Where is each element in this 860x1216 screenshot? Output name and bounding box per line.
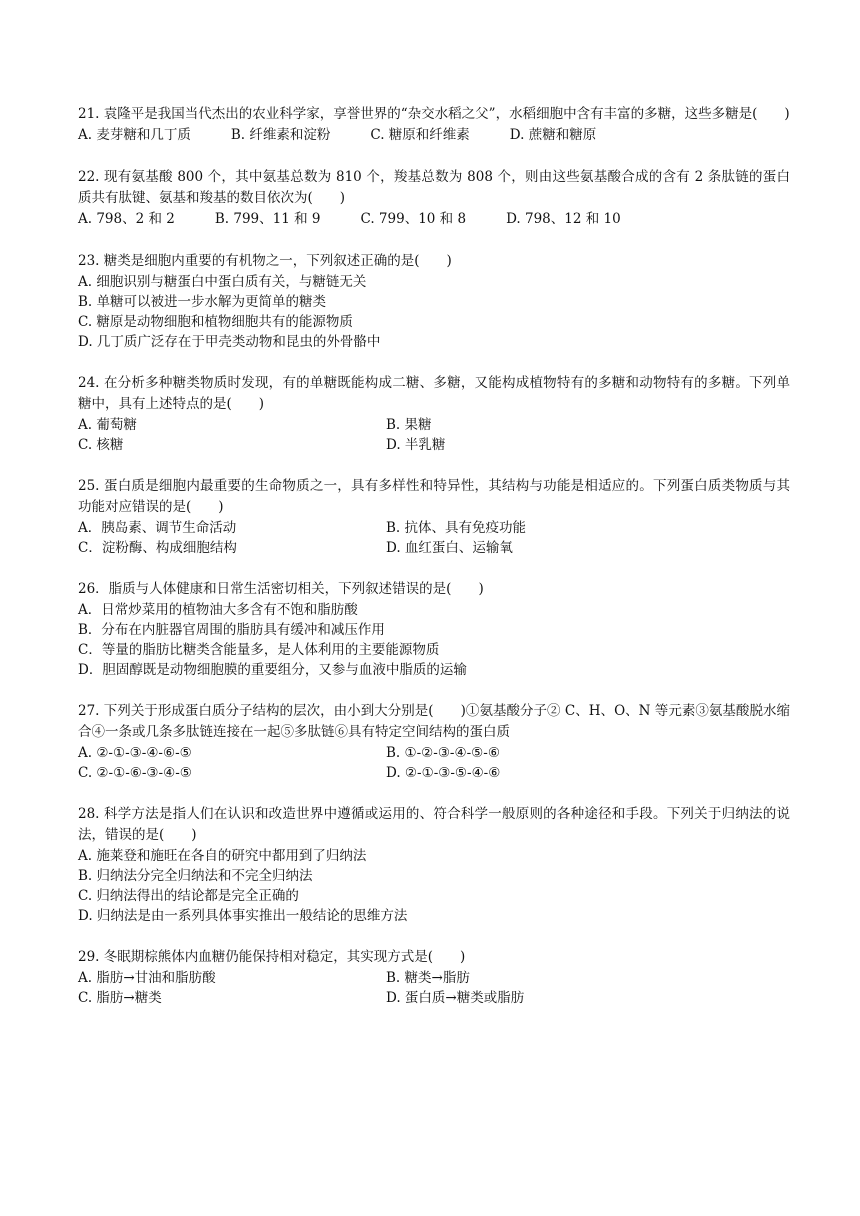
question-stem: 25. 蛋白质是细胞内最重要的生命物质之一，具有多样性和特异性，其结构与功能是相适应的。下列蛋白质类物质与其功能对应错误的是( ) (78, 478, 790, 515)
option-d[interactable]: D. ②-①-③-⑤-④-⑥ (386, 765, 501, 781)
option-c[interactable]: C. 糖原是动物细胞和植物细胞共有的能源物质 (78, 314, 353, 330)
option-c[interactable]: C. 799、10 和 8 (360, 211, 467, 227)
option-c[interactable]: C. 脂肪→糖类 (78, 990, 162, 1006)
option-b[interactable]: B. 糖类→脂肪 (386, 970, 470, 986)
option-d[interactable]: D. 798、12 和 10 (506, 211, 621, 227)
options-grid (78, 968, 790, 1008)
option-d[interactable]: D. 几丁质广泛存在于甲壳类动物和昆虫的外骨骼中 (78, 334, 381, 350)
option-b[interactable]: B. 归纳法分完全归纳法和不完全归纳法 (78, 868, 313, 884)
question-27 (78, 701, 790, 783)
option-a[interactable]: A．日常炒菜用的植物油大多含有不饱和脂肪酸 (78, 602, 358, 618)
option-b[interactable]: B. 抗体、具有免疫功能 (386, 520, 527, 536)
question-29 (78, 947, 790, 1008)
option-b[interactable]: B. 果糖 (386, 417, 432, 433)
question-stem: 22. 现有氨基酸 800 个，其中氨基总数为 810 个，羧基总数为 808 个，则由这些氨基酸合成的含有 2 条肽链的蛋白质共有肽键、氨基和羧基的数目依次为( ) (78, 169, 790, 206)
question-list (78, 104, 790, 1029)
option-c[interactable]: C. 核糖 (78, 437, 124, 453)
option-c[interactable]: C．淀粉酶、构成细胞结构 (78, 540, 237, 556)
option-d[interactable]: D. 归纳法是由一系列具体事实推出一般结论的思维方法 (78, 908, 408, 924)
question-stem: 21. 袁隆平是我国当代杰出的农业科学家，享誉世界的“杂交水稻之父”，水稻细胞中含有丰富的多糖，这些多糖是( ) (78, 106, 790, 122)
question-28 (78, 804, 790, 926)
question-stem: 27. 下列关于形成蛋白质分子结构的层次，由小到大分别是( )①氨基酸分子② C、H、O、N 等元素③氨基酸脱水缩合④一条或几条多肽链连接在一起⑤多肽链⑥具有特定空间结构的蛋白质 (78, 703, 790, 740)
option-b[interactable]: B. 单糖可以被进一步水解为更简单的糖类 (78, 294, 327, 310)
option-c[interactable]: C. ②-①-⑥-③-④-⑤ (78, 765, 192, 781)
options-grid (78, 743, 790, 783)
option-d[interactable]: D．胆固醇既是动物细胞膜的重要组分，又参与血液中脂质的运输 (78, 662, 467, 678)
options-grid (78, 415, 790, 455)
question-stem: 24. 在分析多种糖类物质时发现，有的单糖既能构成二糖、多糖，又能构成植物特有的多糖和动物特有的多糖。下列单糖中，具有上述特点的是( ) (78, 375, 790, 412)
option-b[interactable]: B. ①-②-③-④-⑤-⑥ (386, 745, 500, 761)
option-a[interactable]: A. 脂肪→甘油和脂肪酸 (78, 970, 216, 986)
option-a[interactable]: A. 麦芽糖和几丁质 (78, 127, 191, 143)
option-c[interactable]: C．等量的脂肪比糖类含能量多，是人体利用的主要能源物质 (78, 642, 440, 658)
option-a[interactable]: A. 施莱登和施旺在各自的研究中都用到了归纳法 (78, 848, 367, 864)
option-a[interactable]: A. ②-①-③-④-⑥-⑤ (78, 745, 192, 761)
question-21 (78, 104, 790, 146)
options-row (78, 209, 790, 230)
question-stem: 28. 科学方法是指人们在认识和改造世界中遵循或运用的、符合科学一般原则的各种途径和手段。下列关于归纳法的说法，错误的是( ) (78, 806, 790, 843)
question-25 (78, 476, 790, 558)
question-26 (78, 579, 790, 680)
question-24 (78, 373, 790, 455)
option-b[interactable]: B. 799、11 和 9 (214, 211, 321, 227)
options-row (78, 125, 790, 146)
option-a[interactable]: A. 细胞识别与糖蛋白中蛋白质有关，与糖链无关 (78, 274, 367, 290)
question-stem: 26．脂质与人体健康和日常生活密切相关，下列叙述错误的是( ) (78, 581, 484, 597)
option-c[interactable]: C. 归纳法得出的结论都是完全正确的 (78, 888, 299, 904)
question-stem: 23. 糖类是细胞内重要的有机物之一，下列叙述正确的是( ) (78, 253, 452, 269)
option-d[interactable]: D. 半乳糖 (386, 437, 446, 453)
option-a[interactable]: A．胰岛素、调节生命活动 (78, 520, 237, 536)
option-d[interactable]: D. 蛋白质→糖类或脂肪 (386, 990, 525, 1006)
option-d[interactable]: D. 血红蛋白、运输氧 (386, 540, 513, 556)
option-c[interactable]: C. 糖原和纤维素 (370, 127, 470, 143)
question-23 (78, 251, 790, 352)
question-stem: 29. 冬眠期棕熊体内血糖仍能保持相对稳定，其实现方式是( ) (78, 949, 466, 965)
options-grid (78, 518, 790, 558)
option-a[interactable]: A. 葡萄糖 (78, 417, 137, 433)
option-a[interactable]: A. 798、2 和 2 (78, 211, 175, 227)
option-b[interactable]: B．分布在内脏器官周围的脂肪具有缓冲和减压作用 (78, 622, 385, 638)
option-b[interactable]: B. 纤维素和淀粉 (230, 127, 331, 143)
question-22 (78, 167, 790, 230)
option-d[interactable]: D. 蔗糖和糖原 (509, 127, 597, 143)
